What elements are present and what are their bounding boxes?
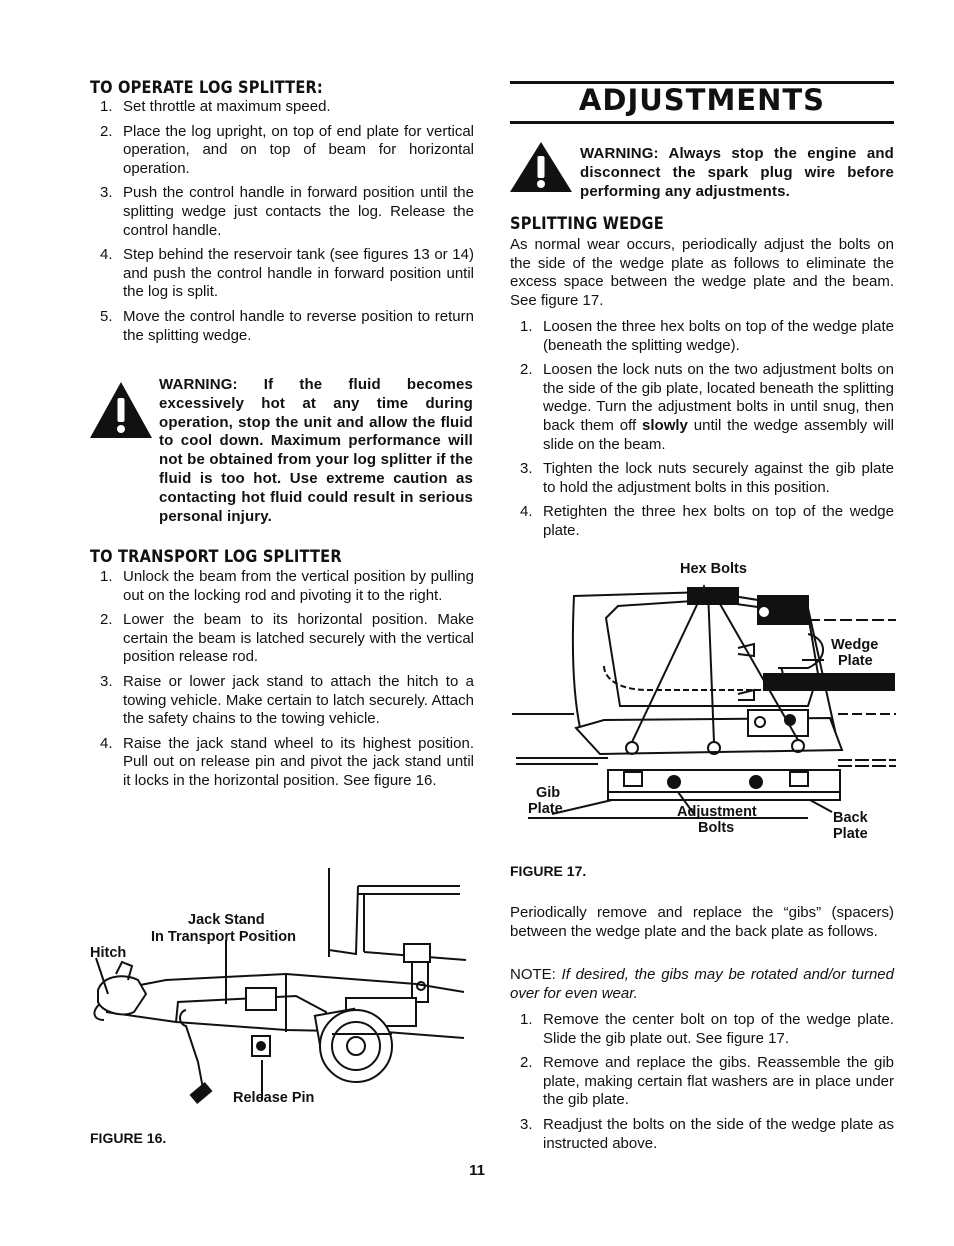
gibs-steps [510, 1011, 894, 1153]
warning-triangle-icon [508, 140, 574, 194]
list-item: 1. Unlock the beam from the vertical position by pulling out on the locking rod and pivoting it to the right. [100, 568, 474, 604]
list-item: 1. Set throttle at maximum speed. [100, 98, 331, 115]
splitting-wedge-heading: SPLITTING WEDGE [510, 214, 664, 234]
note-text: If desired, the gibs may be rotated and/or turned over for even wear. [510, 966, 894, 1002]
transport-steps [90, 568, 474, 791]
page-number: 11 [469, 1162, 485, 1179]
list-item: 2. Place the log upright, on top of end plate for vertical operation, and on top of beam for horizontal operation. [100, 122, 474, 177]
label-transport-position: In Transport Position [151, 929, 297, 945]
figure-17-illustration [508, 578, 900, 840]
operate-steps [90, 98, 474, 345]
list-item: 3. Raise or lower jack stand to attach the hitch to a towing vehicle. Make certain to latch securely. Attach the safety chains to the towing vehicle. [100, 672, 474, 728]
list-item: 1. Remove the center bolt on top of the wedge plate. Slide the gib plate out. See figure 17. [520, 1011, 894, 1047]
list-item: 2. Loosen the lock nuts on the two adjustment bolts on the side of the gib plate, located beneath the splitting wedge. Turn the adjustment bolts in until snug, then back them off slowly until the wedge assembly will slide on the beam. [520, 361, 894, 453]
list-item: 3. Readjust the bolts on the side of the wedge plate as instructed above. [520, 1115, 894, 1152]
list-item: 1. Loosen the three hex bolts on top of the wedge plate (beneath the splitting wedge). [520, 318, 894, 354]
label-back-plate: Plate [833, 826, 868, 842]
gibs-intro: Periodically remove and replace the “gibs” (spacers) between the wedge plate and the back plate as follows. [510, 904, 894, 940]
list-item: 3. Tighten the lock nuts securely against the gib plate to hold the adjustment bolts in this position. [520, 460, 894, 496]
gibs-note [510, 966, 894, 1003]
label-wedge: Wedge [831, 637, 879, 653]
warning-triangle-icon [88, 380, 154, 440]
operate-heading: TO OPERATE LOG SPLITTER: [90, 78, 323, 98]
label-bolts: Bolts [698, 820, 735, 836]
splitting-wedge-steps [510, 318, 894, 541]
list-item: 4. Raise the jack stand wheel to its highest position. Pull out on release pin and pivot the jack stand until it locks in the horizontal position. See figure 16. [100, 734, 474, 789]
figure-17-caption: FIGURE 17. [510, 863, 587, 879]
label-hitch: Hitch [90, 945, 127, 961]
list-item: 2. Remove and replace the gibs. Reassemble the gib plate, making certain flat washers are in place under the gib plate. [520, 1054, 894, 1109]
list-item: 5. Move the control handle to reverse position to return the splitting wedge. [100, 307, 474, 344]
list-item: 3. Push the control handle in forward position until the splitting wedge just contacts the log. Release the control handle. [100, 184, 474, 239]
list-item: 4. Retighten the three hex bolts on top of the wedge plate. [520, 503, 894, 539]
label-release-pin: Release Pin [233, 1090, 315, 1106]
adjustments-bottom-rule [510, 121, 894, 124]
note-label: NOTE: [510, 966, 556, 983]
figure-16-caption: FIGURE 16. [90, 1130, 167, 1146]
list-item: 4. Step behind the reservoir tank (see figures 13 or 14) and push the control handle in forward position until the log is split. [100, 246, 474, 301]
label-hex-bolts: Hex Bolts [680, 561, 747, 577]
label-back: Back [833, 810, 868, 826]
label-wedge-plate: Plate [838, 653, 873, 669]
engine-warning-text: WARNING: Always stop the engine and disconnect the spark plug wire before performing any adjustments. [580, 145, 894, 200]
adjustments-title: ADJUSTMENTS [578, 83, 826, 117]
splitting-wedge-intro: As normal wear occurs, periodically adjust the bolts on the side of the wedge plate as follows to eliminate the excess space between the wedge plate and the beam. See figure 17. [510, 236, 894, 309]
label-gib-plate: Plate [528, 801, 563, 817]
label-jack-stand: Jack Stand [188, 912, 265, 928]
label-adjustment: Adjustment [677, 804, 757, 820]
label-gib: Gib [536, 785, 561, 801]
transport-heading: TO TRANSPORT LOG SPLITTER [90, 547, 342, 567]
fluid-warning-text: WARNING: If the fluid becomes excessively hot at any time during operation, stop the unit and allow the fluid to cool down. Maximum performance will not be obtained from your log splitter if the fluid is too hot. Use extreme caution as contacting hot fluid could result in serious personal injury. [159, 376, 473, 525]
list-item: 2. Lower the beam to its horizontal position. Make certain the beam is latched securely with the vertical position release rod. [100, 611, 474, 666]
